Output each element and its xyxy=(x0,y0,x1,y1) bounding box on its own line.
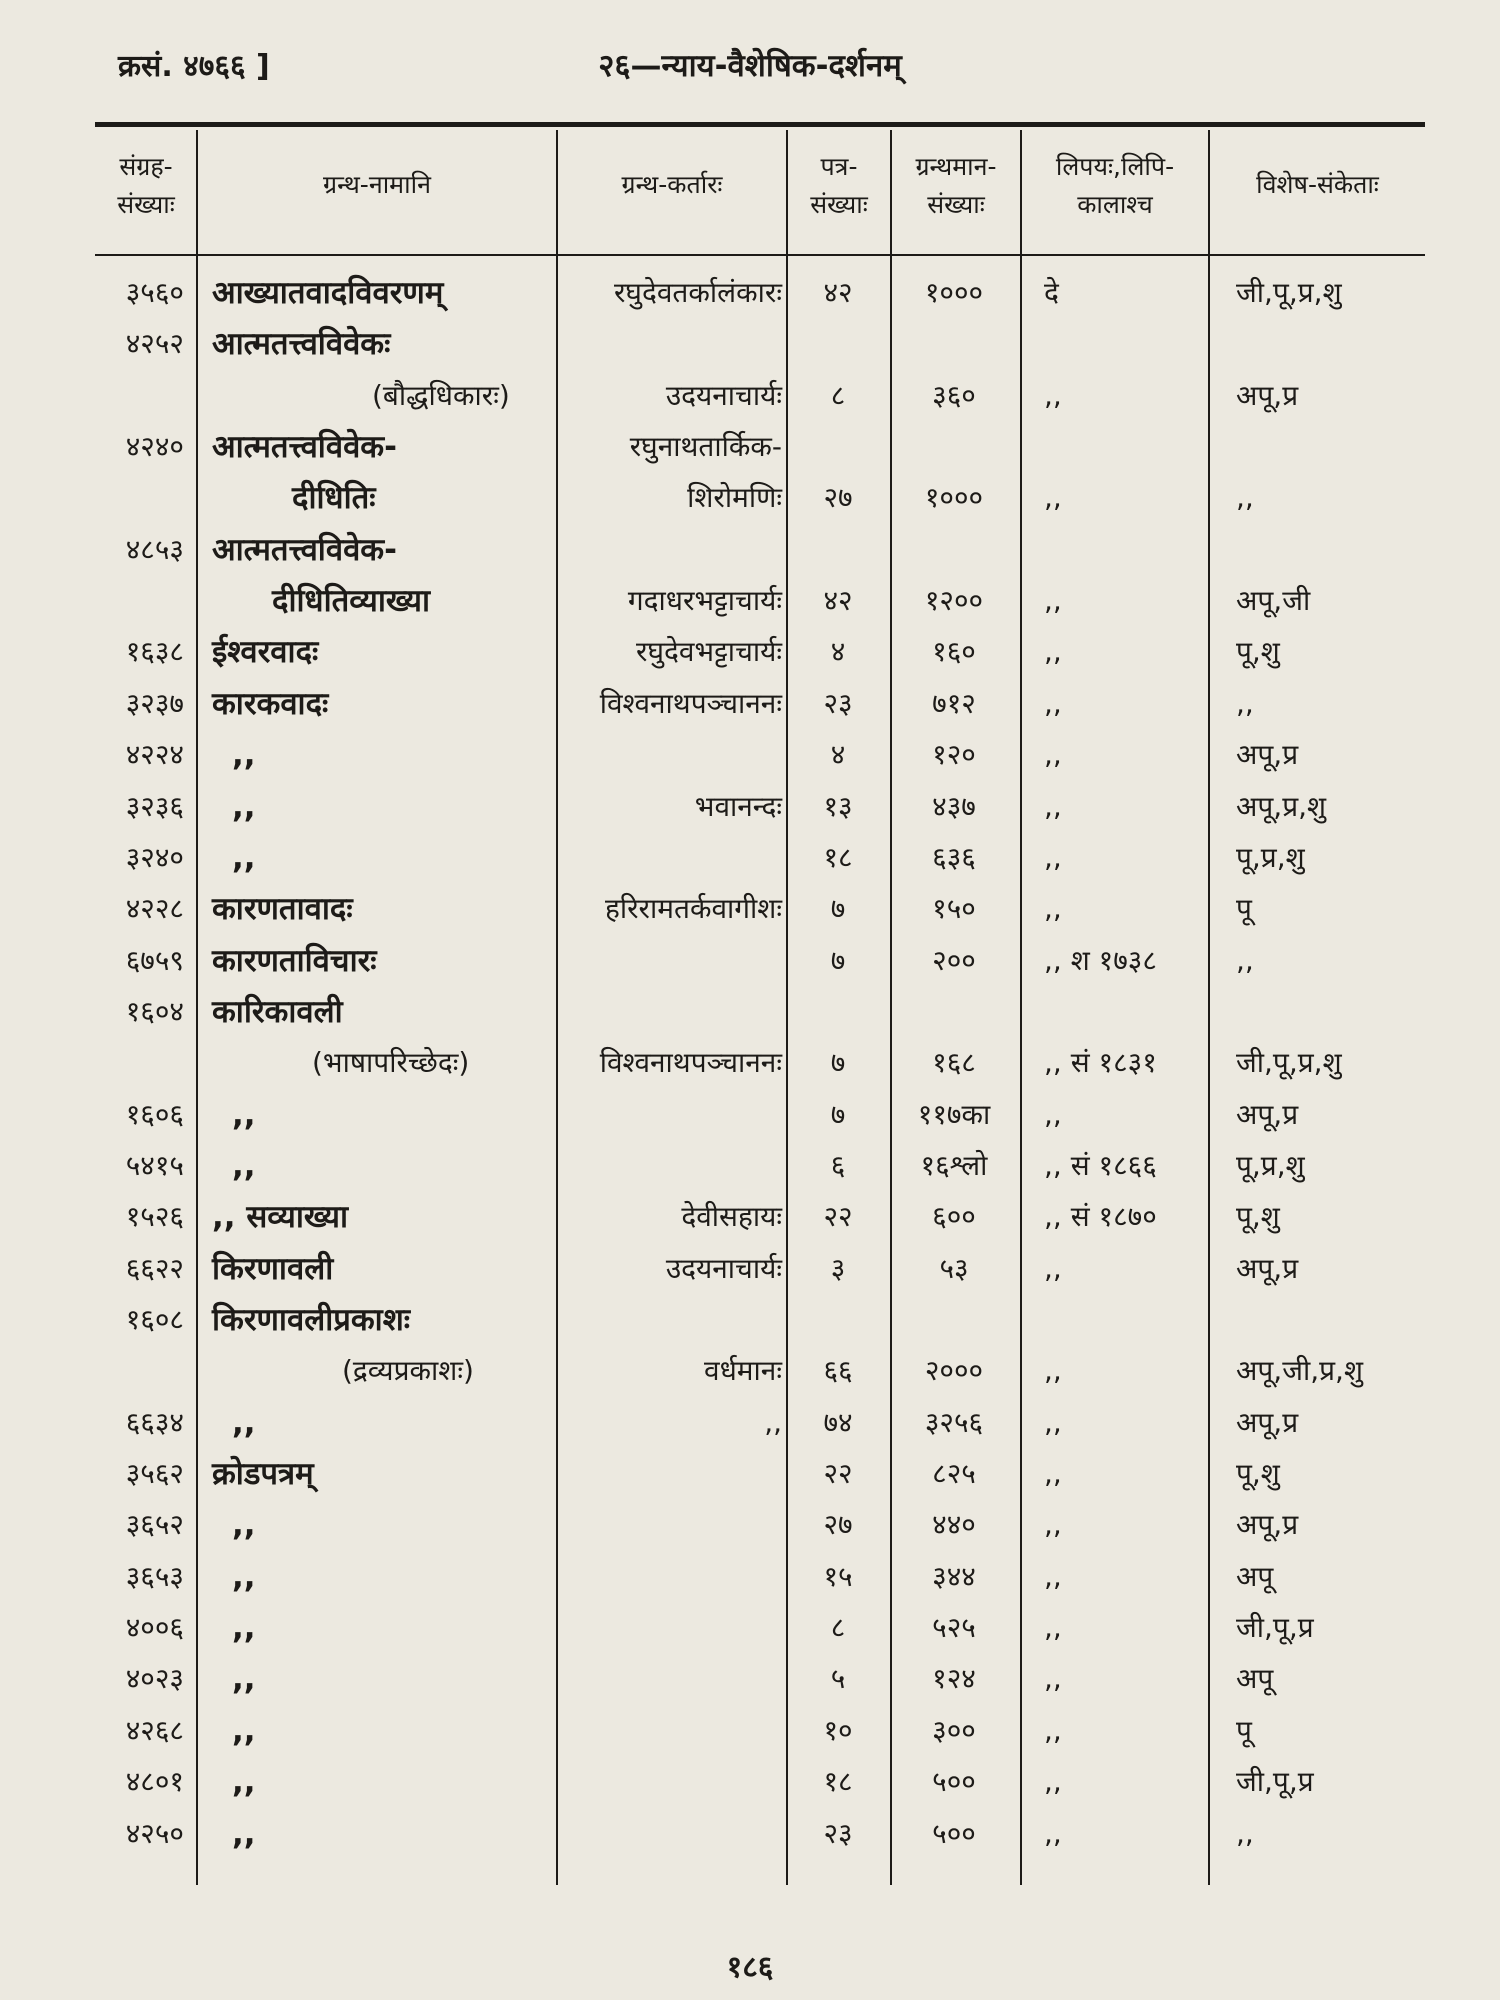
extent-count: १२०० xyxy=(924,584,984,617)
table-row xyxy=(0,1605,1500,1651)
extent-count: २०० xyxy=(932,944,976,977)
serial-number: ३६५३ xyxy=(125,1560,184,1593)
top-rule xyxy=(95,122,1425,127)
work-title: ,, xyxy=(232,840,256,876)
work-title: ,, xyxy=(232,1559,256,1595)
table-row xyxy=(0,886,1500,932)
folio-count: ४ xyxy=(830,738,846,771)
script-date: ,, xyxy=(1044,841,1062,874)
remarks: अपू,प्र,शु xyxy=(1236,790,1327,823)
work-title: आत्मतत्त्वविवेक- xyxy=(212,429,397,465)
work-title: ,, xyxy=(232,1764,256,1800)
serial-number: ४००६ xyxy=(125,1611,184,1644)
table-row xyxy=(0,1246,1500,1292)
author-name: रघुदेवतर्कालंकारः xyxy=(613,276,782,309)
header-author: ग्रन्थ-कर्तारः xyxy=(621,170,723,199)
remarks: अपू,प्र xyxy=(1236,1406,1299,1439)
work-title: ,, xyxy=(232,1507,256,1543)
folio-count: २७ xyxy=(823,1508,853,1541)
work-title: कारकवादः xyxy=(212,686,329,722)
table-row xyxy=(0,835,1500,881)
serial-number: ४०२३ xyxy=(125,1662,184,1695)
serial-number: १६०४ xyxy=(125,995,184,1028)
folio-count: ७ xyxy=(830,1098,846,1131)
folio-count: ४२ xyxy=(823,584,853,617)
serial-number: ४२४० xyxy=(125,430,184,463)
remarks: पू,प्र,शु xyxy=(1236,1149,1305,1182)
folio-count: ७ xyxy=(830,944,846,977)
script-date: ,, xyxy=(1044,481,1062,514)
author-name: ,, xyxy=(764,1406,782,1439)
serial-number: ३२३७ xyxy=(125,687,184,720)
author-name: हरिरामतर्कवागीशः xyxy=(604,892,782,925)
table-row xyxy=(0,475,1500,521)
script-date: ,, सं १८७० xyxy=(1044,1200,1157,1233)
remarks: अपू,जी,प्र,शु xyxy=(1236,1354,1363,1387)
serial-number: ४८५३ xyxy=(125,533,184,566)
work-title: ,, सव्याख्या xyxy=(212,1199,349,1235)
table-row xyxy=(0,527,1500,573)
extent-count: ५०० xyxy=(932,1817,976,1850)
folio-count: २३ xyxy=(823,1817,853,1850)
extent-count: ७१२ xyxy=(932,687,976,720)
table-row xyxy=(0,629,1500,675)
work-title: (द्रव्यप्रकाशः) xyxy=(342,1354,474,1387)
serial-number: ३५६२ xyxy=(125,1457,184,1490)
work-title: दीधितिव्याख्या xyxy=(272,583,431,619)
serial-number: १६०६ xyxy=(125,1098,184,1131)
work-title: ,, xyxy=(232,1097,256,1133)
remarks: पू,प्र,शु xyxy=(1236,841,1305,874)
work-title: आख्यातवादविवरणम् xyxy=(212,275,444,311)
script-date: ,, xyxy=(1044,892,1062,925)
extent-count: ११७का xyxy=(917,1098,991,1131)
author-name: विश्वनाथपञ्चाननः xyxy=(599,687,782,720)
script-date: ,, xyxy=(1044,687,1062,720)
folio-count: २२ xyxy=(823,1200,853,1233)
script-date: ,, सं १८३१ xyxy=(1044,1046,1157,1079)
script-date: ,, xyxy=(1044,1560,1062,1593)
table-row xyxy=(0,1143,1500,1189)
script-date: ,, xyxy=(1044,1354,1062,1387)
remarks: ,, xyxy=(1236,1817,1254,1850)
table-row xyxy=(0,270,1500,316)
serial-number: ३५६० xyxy=(125,276,184,309)
table-row xyxy=(0,1040,1500,1086)
work-title: क्रोडपत्रम् xyxy=(212,1456,314,1492)
table-row xyxy=(0,1092,1500,1138)
table-row xyxy=(0,1348,1500,1394)
table-row xyxy=(0,1759,1500,1805)
work-title: दीधितिः xyxy=(292,480,376,516)
extent-count: ६३६ xyxy=(932,841,976,874)
table-row xyxy=(0,1554,1500,1600)
serial-number: ४२२४ xyxy=(125,738,184,771)
folio-count: ८ xyxy=(830,379,846,412)
folio-count: ३ xyxy=(830,1252,846,1285)
work-title: ईश्वरवादः xyxy=(212,634,319,670)
serial-number: ६६२२ xyxy=(125,1252,184,1285)
script-date: ,, श १७३८ xyxy=(1044,944,1157,977)
script-date: ,, xyxy=(1044,1662,1062,1695)
serial-number: ४२६८ xyxy=(125,1714,184,1747)
serial-number: ४२५० xyxy=(125,1817,184,1850)
author-name: रघुनाथतार्किक- xyxy=(629,430,782,463)
serial-number: ५४१५ xyxy=(125,1149,184,1182)
extent-count: १५० xyxy=(932,892,976,925)
serial-number: १६०८ xyxy=(125,1303,184,1336)
work-title: ,, xyxy=(232,1661,256,1697)
extent-count: १२० xyxy=(932,738,976,771)
work-title: आत्मतत्त्वविवेकः xyxy=(212,326,391,362)
table-row xyxy=(0,1451,1500,1497)
folio-count: ७ xyxy=(830,1046,846,1079)
table-row xyxy=(0,424,1500,470)
table-row xyxy=(0,1194,1500,1240)
table-row xyxy=(0,1297,1500,1343)
remarks: अपू,जी xyxy=(1236,584,1311,617)
extent-count: ५०० xyxy=(932,1765,976,1798)
table-row xyxy=(0,321,1500,367)
table-row xyxy=(0,1502,1500,1548)
serial-number: ४८०१ xyxy=(125,1765,184,1798)
author-name: विश्वनाथपञ्चाननः xyxy=(599,1046,782,1079)
header-script-date: लिपयः,लिपि- कालाश्च xyxy=(1055,152,1175,219)
extent-count: १००० xyxy=(924,481,984,514)
remarks: जी,पू,प्र,शु xyxy=(1236,1046,1342,1079)
folio-count: ६६ xyxy=(823,1354,853,1387)
table-row xyxy=(0,1400,1500,1446)
script-date: ,, xyxy=(1044,1457,1062,1490)
extent-count: १६श्लो xyxy=(920,1149,988,1182)
folio-count: ७४ xyxy=(823,1406,853,1439)
work-title: ,, xyxy=(232,1405,256,1441)
extent-count: ८२५ xyxy=(932,1457,976,1490)
script-date: ,, xyxy=(1044,790,1062,823)
remarks: अपू,प्र xyxy=(1236,738,1299,771)
remarks: ,, xyxy=(1236,687,1254,720)
remarks: जी,पू,प्र xyxy=(1236,1765,1314,1798)
folio-count: १५ xyxy=(823,1560,853,1593)
header-title: ग्रन्थ-नामानि xyxy=(323,170,431,199)
script-date: ,, xyxy=(1044,1611,1062,1644)
extent-count: ६०० xyxy=(932,1200,976,1233)
table-row xyxy=(0,784,1500,830)
extent-count: १६० xyxy=(932,635,976,668)
folio-count: १० xyxy=(823,1714,853,1747)
script-date: ,, xyxy=(1044,1714,1062,1747)
folio-count: २३ xyxy=(823,687,853,720)
serial-number: १६३८ xyxy=(125,635,184,668)
folio-count: ४२ xyxy=(823,276,853,309)
work-title: ,, xyxy=(232,789,256,825)
extent-count: १२४ xyxy=(932,1662,976,1695)
remarks: पू,शु xyxy=(1236,1457,1280,1490)
remarks: जी,पू,प्र xyxy=(1236,1611,1314,1644)
folio-count: १८ xyxy=(823,841,853,874)
remarks: अपू xyxy=(1236,1662,1274,1695)
table-row xyxy=(0,1708,1500,1754)
remarks: अपू,प्र xyxy=(1236,1508,1299,1541)
remarks: ,, xyxy=(1236,481,1254,514)
work-title: ,, xyxy=(232,737,256,773)
remarks: अपू,प्र xyxy=(1236,1252,1299,1285)
author-name: गदाधरभट्टाचार्यः xyxy=(627,584,782,617)
extent-count: ४४० xyxy=(932,1508,976,1541)
folio-count: ६ xyxy=(830,1149,846,1182)
extent-count: १००० xyxy=(924,276,984,309)
script-date: ,, xyxy=(1044,1817,1062,1850)
script-date: ,, सं १८६६ xyxy=(1044,1149,1157,1182)
serial-number: ३२३६ xyxy=(125,790,184,823)
script-date: ,, xyxy=(1044,1765,1062,1798)
author-name: शिरोमणिः xyxy=(687,481,782,514)
extent-count: ४३७ xyxy=(932,790,976,823)
header-folios: पत्र- संख्याः xyxy=(810,152,868,219)
serial-number: ३२४० xyxy=(125,841,184,874)
table-row xyxy=(0,373,1500,419)
extent-count: ३०० xyxy=(932,1714,976,1747)
header-serial: संग्रह- संख्याः xyxy=(117,152,175,219)
work-title: (बौद्धधिकारः) xyxy=(372,379,510,412)
running-head-left: क्रसं. ४७६६ ] xyxy=(118,49,270,84)
remarks: पू,शु xyxy=(1236,1200,1280,1233)
work-title: आत्मतत्त्वविवेक- xyxy=(212,532,397,568)
work-title: कारणताविचारः xyxy=(212,943,377,979)
remarks: पू xyxy=(1236,892,1252,925)
author-name: वर्धमानः xyxy=(704,1354,782,1387)
serial-number: १५२६ xyxy=(125,1200,184,1233)
header-extent: ग्रन्थमान- संख्याः xyxy=(915,152,997,219)
author-name: उदयनाचार्यः xyxy=(665,1252,782,1285)
serial-number: ३६५२ xyxy=(125,1508,184,1541)
work-title: ,, xyxy=(232,1148,256,1184)
table-row xyxy=(0,1811,1500,1857)
work-title: किरणावली xyxy=(212,1251,334,1287)
folio-count: ४ xyxy=(830,635,846,668)
serial-number: ४२५२ xyxy=(125,327,184,360)
table-row xyxy=(0,578,1500,624)
work-title: किरणावलीप्रकाशः xyxy=(212,1302,411,1338)
author-name: उदयनाचार्यः xyxy=(665,379,782,412)
table-row xyxy=(0,989,1500,1035)
running-head-title: २६—न्याय-वैशेषिक-दर्शनम् xyxy=(598,48,902,84)
script-date: ,, xyxy=(1044,738,1062,771)
script-date: ,, xyxy=(1044,1098,1062,1131)
serial-number: ६७५९ xyxy=(125,944,184,977)
work-title: ,, xyxy=(232,1816,256,1852)
header-remarks: विशेष-संकेताः xyxy=(1256,170,1379,199)
extent-count: ३६० xyxy=(932,379,976,412)
author-name: भवानन्दः xyxy=(694,790,782,823)
table-row xyxy=(0,1656,1500,1702)
table-row xyxy=(0,681,1500,727)
script-date: ,, xyxy=(1044,584,1062,617)
script-date: ,, xyxy=(1044,1406,1062,1439)
serial-number: ४२२८ xyxy=(125,892,184,925)
work-title: कारिकावली xyxy=(212,994,343,1030)
script-date: ,, xyxy=(1044,1252,1062,1285)
header-rule xyxy=(95,254,1425,256)
remarks: अपू,प्र xyxy=(1236,379,1299,412)
table-row xyxy=(0,732,1500,778)
extent-count: २००० xyxy=(924,1354,984,1387)
script-date: ,, xyxy=(1044,379,1062,412)
page-number: १८६ xyxy=(726,1950,774,1985)
author-name: रघुदेवभट्टाचार्यः xyxy=(636,635,782,668)
folio-count: २७ xyxy=(823,481,853,514)
folio-count: ८ xyxy=(830,1611,846,1644)
work-title: ,, xyxy=(232,1713,256,1749)
script-date: ,, xyxy=(1044,635,1062,668)
extent-count: ५२५ xyxy=(932,1611,976,1644)
folio-count: १३ xyxy=(823,790,853,823)
remarks: अपू xyxy=(1236,1560,1274,1593)
folio-count: ७ xyxy=(830,892,846,925)
table-row xyxy=(0,938,1500,984)
folio-count: २२ xyxy=(823,1457,853,1490)
extent-count: ३२५६ xyxy=(924,1406,984,1439)
remarks: पू,शु xyxy=(1236,635,1280,668)
work-title: (भाषापरिच्छेदः) xyxy=(312,1046,470,1079)
extent-count: १६८ xyxy=(932,1046,976,1079)
work-title: ,, xyxy=(232,1610,256,1646)
author-name: देवीसहायः xyxy=(681,1200,782,1233)
serial-number: ६६३४ xyxy=(125,1406,184,1439)
script-date: ,, xyxy=(1044,1508,1062,1541)
work-title: कारणतावादः xyxy=(212,891,353,927)
extent-count: ५३ xyxy=(939,1252,969,1285)
folio-count: ५ xyxy=(830,1662,846,1695)
remarks: जी,पू,प्र,शु xyxy=(1236,276,1342,309)
folio-count: १८ xyxy=(823,1765,853,1798)
script-date: दे xyxy=(1044,276,1059,309)
remarks: पू xyxy=(1236,1714,1252,1747)
extent-count: ३४४ xyxy=(932,1560,976,1593)
remarks: अपू,प्र xyxy=(1236,1098,1299,1131)
remarks: ,, xyxy=(1236,944,1254,977)
